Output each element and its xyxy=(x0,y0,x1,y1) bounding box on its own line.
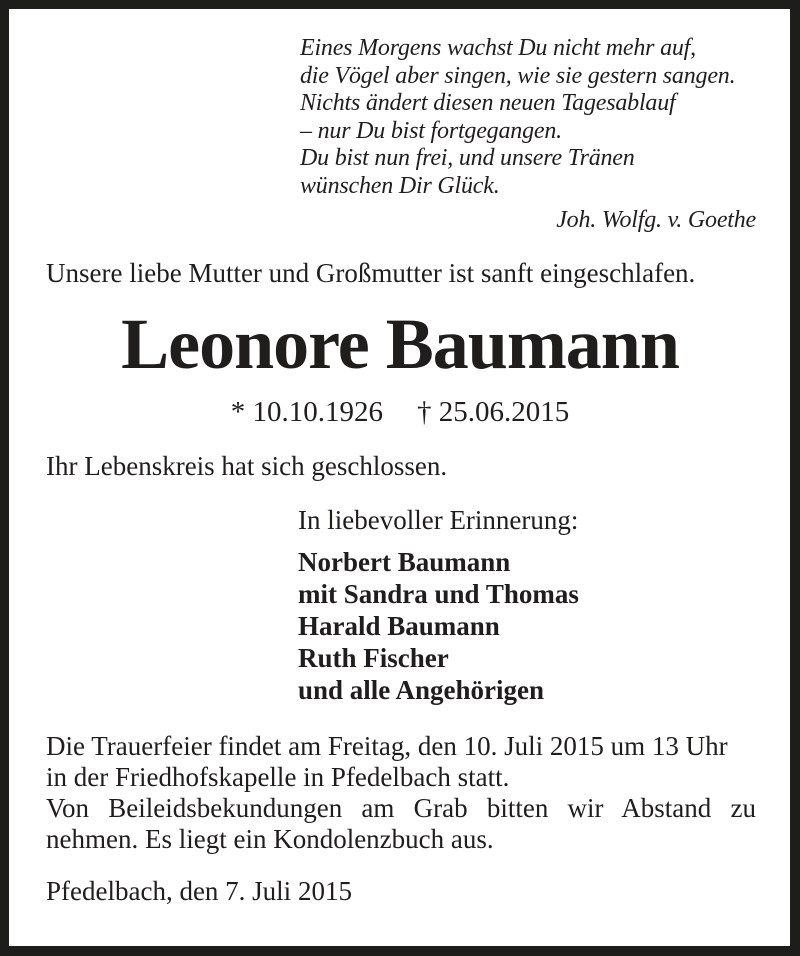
announcement-text: Unsere liebe Mutter und Großmutter ist sanft eingeschlafen. xyxy=(46,258,696,288)
poem xyxy=(300,35,735,201)
poem-line: wünschen Dir Glück. xyxy=(300,172,500,199)
dateline-text: Pfedelbach, den 7. Juli 2015 xyxy=(46,876,352,906)
poem-line: die Vögel aber singen, wie sie gestern sangen. xyxy=(300,62,736,89)
funeral-line: Die Trauerfeier findet am Freitag, den 10. Juli 2015 um 13 Uhr xyxy=(46,731,728,761)
memorial-name: Ruth Fischer xyxy=(298,643,449,673)
memorial-heading: In liebevoller Erinnerung: xyxy=(298,505,579,535)
funeral-line: in der Friedhofskapelle in Pfedelbach statt. xyxy=(46,762,510,792)
memorial-name: Norbert Baumann xyxy=(298,547,511,577)
funeral-line: Von Beileidsbekundungen am Grab bitten wir Abstand zu xyxy=(46,793,756,823)
poem-line: Eines Morgens wachst Du nicht mehr auf, xyxy=(300,35,696,61)
memorial-name: und alle Angehörigen xyxy=(298,675,545,705)
poem-line: Du bist nun frei, und unsere Tränen xyxy=(300,145,635,172)
deceased-name: Leonore Baumann xyxy=(121,304,679,384)
memorial-name: Harald Baumann xyxy=(298,611,500,641)
epitaph-text: Ihr Lebenskreis hat sich geschlossen. xyxy=(46,451,448,481)
poem-line: Nichts ändert diesen neuen Tagesablauf xyxy=(300,90,676,117)
death-date: † 25.06.2015 xyxy=(417,396,570,428)
funeral-line: nehmen. Es liegt ein Kondolenzbuch aus. xyxy=(46,824,494,854)
birth-date: * 10.10.1926 xyxy=(230,396,383,428)
poem-line: – nur Du bist fortgegangen. xyxy=(300,117,562,144)
memorial-name: mit Sandra und Thomas xyxy=(298,579,579,609)
poem-attribution: Joh. Wolfg. v. Goethe xyxy=(556,207,756,233)
life-dates xyxy=(0,395,800,429)
memorial-names xyxy=(298,546,579,706)
funeral-details xyxy=(46,731,756,855)
